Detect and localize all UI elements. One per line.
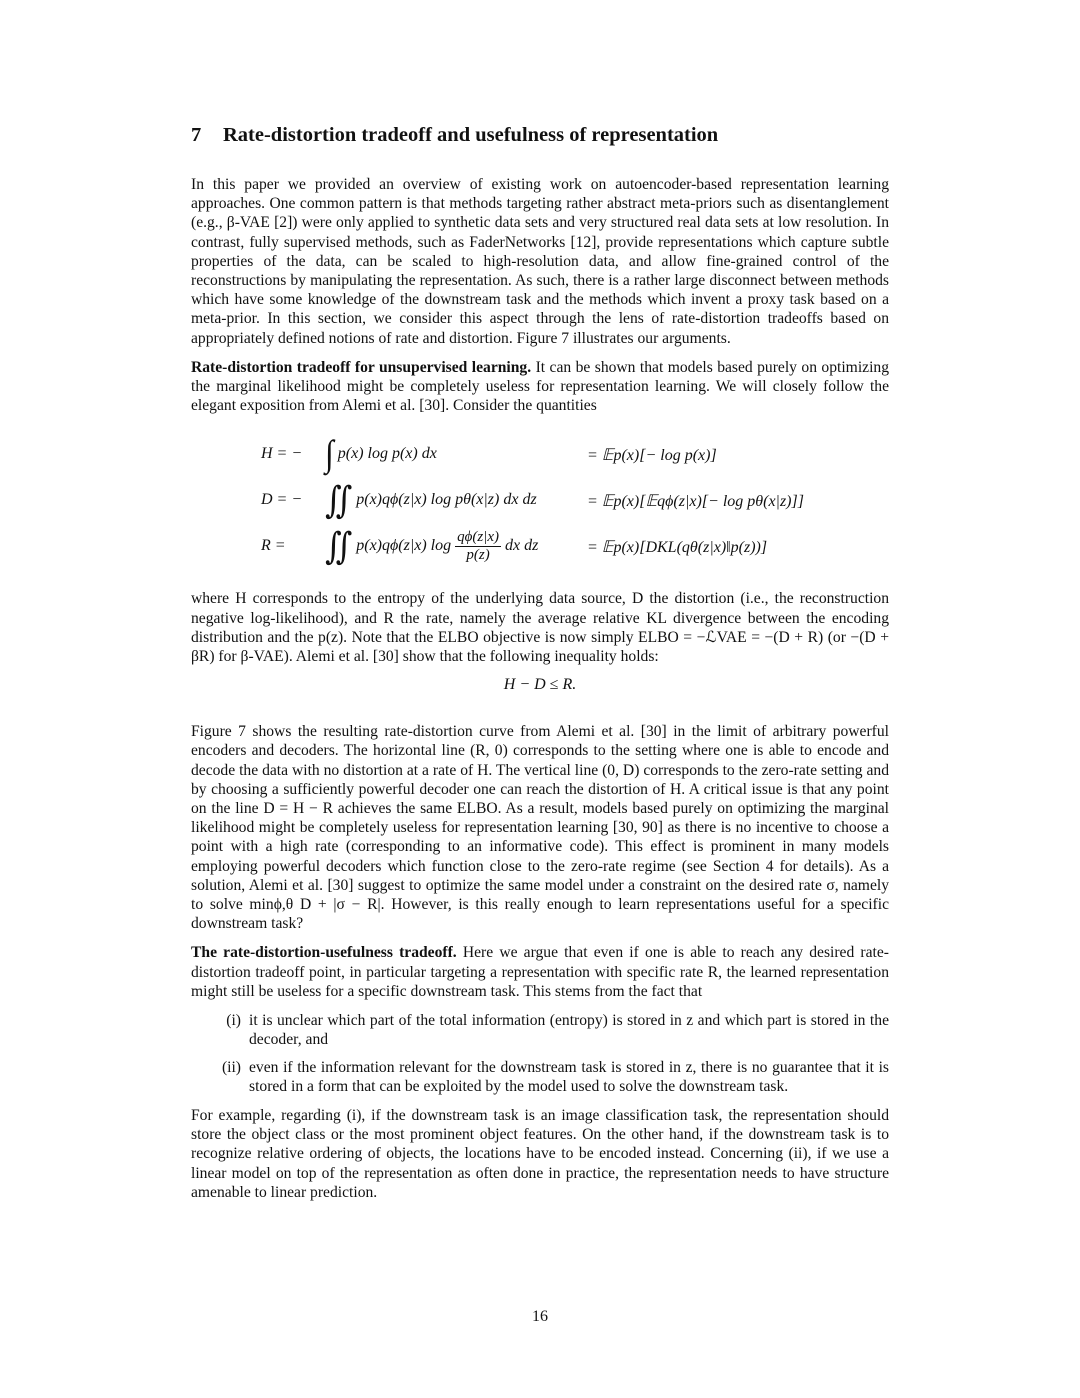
fraction-denominator: p(z) — [466, 546, 490, 563]
paragraph-usefulness — [191, 943, 889, 1001]
list-text: it is unclear which part of the total information (entropy) is stored in z and which part is stored in the decoder, and — [249, 1012, 889, 1049]
section-heading — [191, 124, 889, 147]
list-text: even if the information relevant for the downstream task is stored in z, there is no guarantee that it is stored in a form that can be exploited by the model used to solve the downstream task. — [249, 1058, 889, 1095]
equation-lhs: D = − — [261, 491, 303, 509]
paragraph-intro: In this paper we provided an overview of existing work on autoencoder-based representation learning approaches. One common pattern is that methods targeting rather abstract meta-priors such as disentanglement (e.g., β-VAE [2]) were only applied to synthetic data sets and very structured real data sets at low resolution. In contrast, fully supervised methods, such as FaderNetworks [12], provide representations which capture subtle properties of the data, can be scaled to high-resolution data, and allow fine-grained control of the reconstructions by manipulating the representation. As such, there is a rather large disconnect between methods which have some knowledge of the downstream task and the methods which invent a proxy task based on a meta-prior. In this section, we consider this aspect through the lens of rate-distortion tradeoffs based on appropriately defined notions of rate and distortion. Figure 7 illustrates our arguments. — [191, 176, 889, 347]
equation-body: p(x)qϕ(z|x) log pθ(x|z) dx dz — [356, 491, 537, 509]
list-label: (ii) — [221, 1058, 241, 1076]
equation-rhs: = 𝔼p(x)[DKL(qθ(z|x)‖p(z))] — [587, 539, 768, 557]
equation-entropy — [261, 432, 437, 475]
equation-block — [191, 432, 889, 575]
section-title: Rate-distortion tradeoff and usefulness of representation — [223, 124, 719, 146]
paragraph-heading: The rate-distortion-usefulness tradeoff. — [191, 944, 457, 962]
equation-distortion — [261, 479, 537, 522]
paragraph-heading: Rate-distortion tradeoff for unsupervised learning. — [191, 358, 532, 376]
paragraph-definitions: where H corresponds to the entropy of the underlying data source, D the distortion (i.e., the reconstruction negative log-likelihood), and R the rate, namely the average relative KL divergence between the encoding distribution and the p(z). Note that the ELBO objective is now simply ELBO = −ℒVAE = −(D + R) (or −(D + βR) for β-VAE). Alemi et al. [30] show that the following inequality holds: — [191, 590, 889, 666]
list-item — [191, 1058, 889, 1096]
paragraph-curve: Figure 7 shows the resulting rate-distortion curve from Alemi et al. [30] in the limit of arbitrary powerful encoders and decoders. The horizontal line (R, 0) corresponds to the setting where one is able to encode and decode the data with no distortion at a rate of H. The vertical line (0, D) corresponds to the zero-rate setting and by choosing a sufficiently powerful decoder one can reach the distortion of H. A critical issue is that any point on the line D = H − R achieves the same ELBO. As a result, models based purely on optimizing the marginal likelihood might be completely useless for representation learning [30, 90] as there is no incentive to choose a point with a high rate (corresponding to an informative code). This effect is prominent in many models employing powerful decoders which function close to the zero-rate regime (see Section 4 for details). As a solution, Alemi et al. [30] suggest to optimize the same model under a constraint on the desired rate σ, namely to solve minϕ,θ D + |σ − R|. However, is this really enough to learn representations useful for a specific downstream task? — [191, 723, 889, 933]
section-number: 7 — [191, 124, 202, 146]
equation-rhs: = 𝔼p(x)[− log p(x)] — [587, 447, 717, 465]
paragraph-rate-distortion — [191, 358, 889, 416]
double-integral-symbol: ∬ — [325, 525, 353, 568]
fraction — [455, 529, 501, 564]
paragraph-body: It can be shown that models based purely on optimizing the marginal likelihood might be completely useless for representation learning. We will closely follow the elegant exposition from Alemi et al. [30]. Consider the quantities — [191, 358, 889, 415]
list-label: (i) — [226, 1012, 241, 1030]
fraction-numerator: qϕ(z|x) — [457, 528, 499, 545]
paragraph-example: For example, regarding (i), if the downstream task is an image classification task, the representation should store the object class or the most prominent object features. On the other hand, if the downstream task is to recognize relative ordering of objects, the locations have to be encoded instead. Concerning (ii), if we use a linear model on top of the representation as often done in practice, the representation needs to have structure amenable to linear prediction. — [191, 1106, 889, 1201]
page-number: 16 — [532, 1308, 548, 1325]
list-item — [191, 1011, 889, 1049]
equation-rhs: = 𝔼p(x)[𝔼qϕ(z|x)[− log pθ(x|z)]] — [587, 493, 804, 511]
enumerated-list — [191, 1011, 889, 1096]
inequality: H − D ≤ R. — [503, 676, 577, 694]
double-integral-symbol: ∬ — [325, 479, 353, 522]
page-content — [191, 124, 889, 1212]
equation-rate — [261, 525, 539, 568]
equation-body-tail: dx dz — [505, 537, 539, 555]
equation-lhs: H = − — [261, 444, 303, 462]
paragraph-body: Here we argue that even if one is able to reach any desired rate-distortion tradeoff point, in particular targeting a representation with specific rate R, the learned representation might still be useless for a specific downstream task. This stems from the fact that — [191, 944, 889, 1000]
equation-lhs: R = — [261, 537, 286, 555]
equation-body: p(x)qϕ(z|x) log — [356, 537, 452, 555]
integral-symbol: ∫ — [325, 432, 334, 475]
equation-body: p(x) log p(x) dx — [337, 444, 437, 462]
